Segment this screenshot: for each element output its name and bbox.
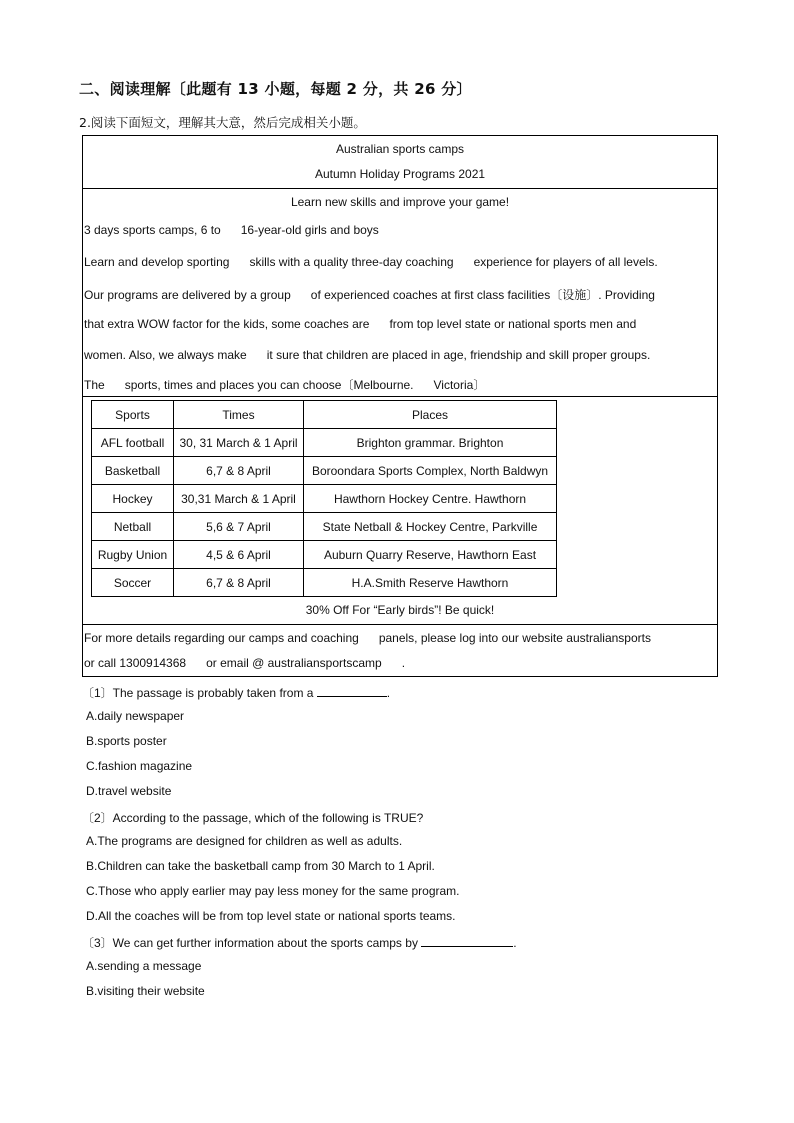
- answer-blank[interactable]: [317, 686, 387, 697]
- table-cell: Boroondara Sports Complex, North Baldwyn: [304, 457, 557, 485]
- ad-paragraph-line: [84, 348, 650, 362]
- text-span: it sure that children are placed in age, friendship and skill proper groups.: [266, 348, 651, 362]
- advertisement-box: [82, 135, 718, 677]
- text-span: sports, times and places you can choose〔Melbourne.: [124, 378, 414, 392]
- answer-option: D.All the coaches will be from top level state or national sports teams.: [86, 909, 456, 923]
- text-span: 〔1〕The passage is probably taken from a: [82, 686, 314, 700]
- ad-paragraph-line: [84, 286, 655, 303]
- text-span: 〔2〕According to the passage, which of the following is TRUE?: [82, 811, 424, 825]
- table-cell: 6,7 & 8 April: [174, 569, 304, 597]
- divider: [83, 396, 717, 397]
- table-cell: AFL football: [92, 429, 174, 457]
- text-span: panels, please log into our website australiansports: [378, 631, 651, 645]
- table-cell: 5,6 & 7 April: [174, 513, 304, 541]
- ad-paragraph-line: [84, 223, 379, 237]
- table-cell: Netball: [92, 513, 174, 541]
- answer-option: A.sending a message: [86, 959, 202, 973]
- text-span: of experienced coaches at first class facilities〔设施〕. Providing: [310, 288, 655, 302]
- column-header: Sports: [92, 401, 174, 429]
- text-span: or call 1300914368: [84, 656, 187, 670]
- table-cell: 6,7 & 8 April: [174, 457, 304, 485]
- table-cell: Hawthorn Hockey Centre. Hawthorn: [304, 485, 557, 513]
- table-cell: Brighton grammar. Brighton: [304, 429, 557, 457]
- table-header-row: [92, 401, 557, 429]
- table-cell: Hockey: [92, 485, 174, 513]
- divider: [83, 624, 717, 625]
- table-row: [92, 569, 557, 597]
- ad-paragraph-line: [84, 255, 658, 269]
- table-row: [92, 513, 557, 541]
- column-header: Times: [174, 401, 304, 429]
- table-row: [92, 457, 557, 485]
- answer-option: D.travel website: [86, 784, 172, 798]
- text-span: women. Also, we always make: [84, 348, 247, 362]
- table-cell: Soccer: [92, 569, 174, 597]
- text-span: Our programs are delivered by a group: [84, 288, 291, 302]
- table-cell: H.A.Smith Reserve Hawthorn: [304, 569, 557, 597]
- answer-option: B.Children can take the basketball camp from 30 March to 1 April.: [86, 859, 435, 873]
- table-row: [92, 485, 557, 513]
- text-span: Learn and develop sporting: [84, 255, 230, 269]
- text-span: 〔3〕We can get further information about the sports camps by: [82, 936, 418, 950]
- answer-option: B.visiting their website: [86, 984, 205, 998]
- text-span: experience for players of all levels.: [473, 255, 658, 269]
- answer-option: C.fashion magazine: [86, 759, 193, 773]
- divider: [83, 188, 717, 189]
- ad-slogan: Learn new skills and improve your game!: [290, 195, 510, 209]
- question-stem: [82, 934, 517, 951]
- question-intro: 2.阅读下面短文，理解其大意，然后完成相关小题。: [79, 115, 366, 130]
- text-span: .: [386, 686, 391, 700]
- answer-option: C.Those who apply earlier may pay less money for the same program.: [86, 884, 460, 898]
- question-stem: [82, 809, 423, 826]
- table-cell: 30,31 March & 1 April: [174, 485, 304, 513]
- answer-blank[interactable]: [421, 936, 513, 947]
- text-span: Victoria〕: [433, 378, 486, 392]
- schedule-table: [91, 400, 557, 597]
- text-span: For more details regarding our camps and coaching: [84, 631, 359, 645]
- ad-title: Australian sports camps: [335, 142, 465, 156]
- ad-contact-line: [84, 656, 405, 670]
- text-span: or email @ australiansportscamp: [206, 656, 382, 670]
- text-span: skills with a quality three-day coaching: [249, 255, 454, 269]
- table-cell: Rugby Union: [92, 541, 174, 569]
- question-stem: [82, 684, 390, 701]
- column-header: Places: [304, 401, 557, 429]
- section-heading: 二、阅读理解〔此题有 13 小题，每题 2 分，共 26 分〕: [79, 80, 472, 98]
- ad-offer: 30% Off For “Early birds”! Be quick!: [305, 603, 495, 617]
- table-cell: Auburn Quarry Reserve, Hawthorn East: [304, 541, 557, 569]
- table-cell: Basketball: [92, 457, 174, 485]
- ad-paragraph-line: [84, 317, 636, 331]
- answer-option: A.The programs are designed for children as well as adults.: [86, 834, 403, 848]
- text-span: from top level state or national sports men and: [389, 317, 637, 331]
- text-span: The: [84, 378, 105, 392]
- table-cell: State Netball & Hockey Centre, Parkville: [304, 513, 557, 541]
- text-span: .: [401, 656, 406, 670]
- table-row: [92, 541, 557, 569]
- ad-subtitle: Autumn Holiday Programs 2021: [314, 167, 486, 181]
- answer-option: B.sports poster: [86, 734, 167, 748]
- table-cell: 4,5 & 6 April: [174, 541, 304, 569]
- answer-option: A.daily newspaper: [86, 709, 185, 723]
- text-span: that extra WOW factor for the kids, some coaches are: [84, 317, 370, 331]
- ad-paragraph-line: [84, 376, 485, 393]
- text-span: .: [513, 936, 517, 950]
- ad-contact-line: [84, 631, 651, 645]
- text-span: 3 days sports camps, 6 to: [84, 223, 221, 237]
- table-cell: 30, 31 March & 1 April: [174, 429, 304, 457]
- table-row: [92, 429, 557, 457]
- text-span: 16-year-old girls and boys: [240, 223, 379, 237]
